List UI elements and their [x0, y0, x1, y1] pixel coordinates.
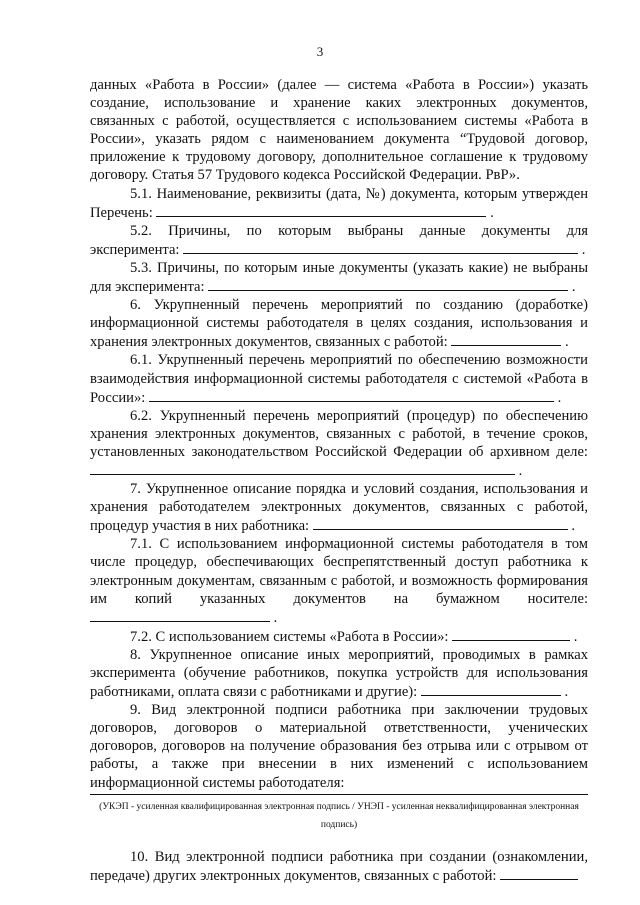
- paragraph-7-1-text: 7.1. С использованием информационной системы работодателя в том числе процедур, обеспечивающих беспрепятственный доступ работника к электронным документам, связанным с работой, и возможность формирования им копий указанных документов на бумажном носителе:: [90, 536, 588, 607]
- blank-line: [500, 866, 578, 880]
- blank-line: [90, 461, 515, 475]
- blank-line: [451, 332, 561, 346]
- paragraph-5-1-text: 5.1. Наименование, реквизиты (дата, №) документа, которым утвержден Перечень:: [90, 185, 588, 221]
- paragraph-intro: данных «Работа в России» (далее — система «Работа в России») указать создание, использование и хранение каких электронных документов, связанных с работой, осуществляется с использованием системы «Работа в России», указать рядом с наименованием документа “Трудовой договор, приложение к трудовому договору, дополнительное соглашение к трудовому договору. Статья 57 Трудового кодекса Российской Федерации. РвР».: [90, 77, 588, 184]
- paragraph-6-2-text: 6.2. Укрупненный перечень мероприятий (процедур) по обеспечению хранения электронных документов, связанных с работой, в течение сроков, установленных законодательством Российской Федерации об архивном деле:: [90, 407, 588, 460]
- paragraph-5-2-text: 5.2. Причины, по которым выбраны данные документы для эксперимента:: [90, 222, 588, 258]
- blank-line: [90, 608, 270, 622]
- paragraph-7-text: 7. Укрупненное описание порядка и условий создания, использования и хранения работодателем электронных документов, связанных с работой, процедур участия в них работника:: [90, 481, 588, 535]
- paragraph-5-3-text: 5.3. Причины, по которым иные документы (указать какие) не выбраны для эксперимента:: [90, 259, 588, 296]
- paragraph-8-text: 8. Укрупненное описание иных мероприятий, проводимых в рамках эксперимента (обучение работников, покупка устройств для использования работниками, оплата связи с работниками и другие):: [90, 646, 588, 701]
- paragraph-5-3: 5.3. Причины, по которым иные документы (указать какие) не выбраны для эксперимента: .: [90, 259, 588, 296]
- signature-type-note: (УКЭП - усиленная квалифицированная электронная подпись / УНЭП - усиленная неквалифицированная электронная подпись): [90, 794, 588, 834]
- paragraph-5-2: 5.2. Причины, по которым выбраны данные документы для эксперимента: .: [90, 222, 588, 258]
- page-number: 3: [316, 44, 324, 59]
- document-body: [90, 76, 588, 885]
- paragraph-7-1: 7.1. С использованием информационной системы работодателя в том числе процедур, обеспечивающих беспрепятственный доступ работника к электронным документам, связанным с работой, и возможность формирования им копий указанных документов на бумажном носителе: .: [90, 536, 588, 626]
- paragraph-7-2-text: 7.2. С использованием системы «Работа в России»:: [130, 628, 449, 645]
- paragraph-6-text: 6. Укрупненный перечень мероприятий по созданию (доработке) информационной системы работодателя в целях создания, использования и хранения электронных документов, связанных с работой:: [90, 297, 588, 351]
- paragraph-7-2: 7.2. С использованием системы «Работа в России»: .: [130, 628, 578, 645]
- paragraph-6: 6. Укрупненный перечень мероприятий по созданию (доработке) информационной системы работодателя в целях создания, использования и хранения электронных документов, связанных с работой: .: [90, 297, 588, 351]
- blank-line: [208, 277, 568, 291]
- blank-line: [149, 388, 554, 402]
- blank-line: [452, 627, 570, 641]
- blank-line: [156, 203, 486, 217]
- paragraph-10: [90, 848, 588, 885]
- blank-line: [313, 516, 568, 530]
- paragraph-8: 8. Укрупненное описание иных мероприятий, проводимых в рамках эксперимента (обучение работников, покупка устройств для использования работниками, оплата связи с работниками и другие): .: [90, 646, 588, 701]
- paragraph-10-text: 10. Вид электронной подписи работника при создании (ознакомлении, передаче) других электронных документов, связанных с работой:: [90, 848, 588, 884]
- blank-line: [183, 240, 578, 254]
- paragraph-6-1: 6.1. Укрупненный перечень мероприятий по обеспечению возможности взаимодействия информационной системы работодателя с системой «Работа в России»: .: [90, 352, 588, 406]
- paragraph-5-1: 5.1. Наименование, реквизиты (дата, №) документа, которым утвержден Перечень: .: [90, 185, 588, 221]
- blank-line: [421, 682, 561, 696]
- paragraph-6-1-text: 6.1. Укрупненный перечень мероприятий по обеспечению возможности взаимодействия информационной системы работодателя с системой «Работа в России»:: [90, 352, 588, 406]
- paragraph-7: 7. Укрупненное описание порядка и условий создания, использования и хранения работодателем электронных документов, связанных с работой, процедур участия в них работника: .: [90, 481, 588, 535]
- paragraph-9: 9. Вид электронной подписи работника при заключении трудовых договоров, договоров о материальной ответственности, ученических договоров, договоров на получение образования без отрыва или с отрывом от работы, а также при внесении в них изменений с использованием информационной системы работодателя:: [90, 702, 588, 791]
- paragraph-6-2: 6.2. Укрупненный перечень мероприятий (процедур) по обеспечению хранения электронных документов, связанных с работой, в течение сроков, установленных законодательством Российской Федерации об архивном деле: .: [90, 407, 588, 479]
- spacer: [90, 834, 588, 848]
